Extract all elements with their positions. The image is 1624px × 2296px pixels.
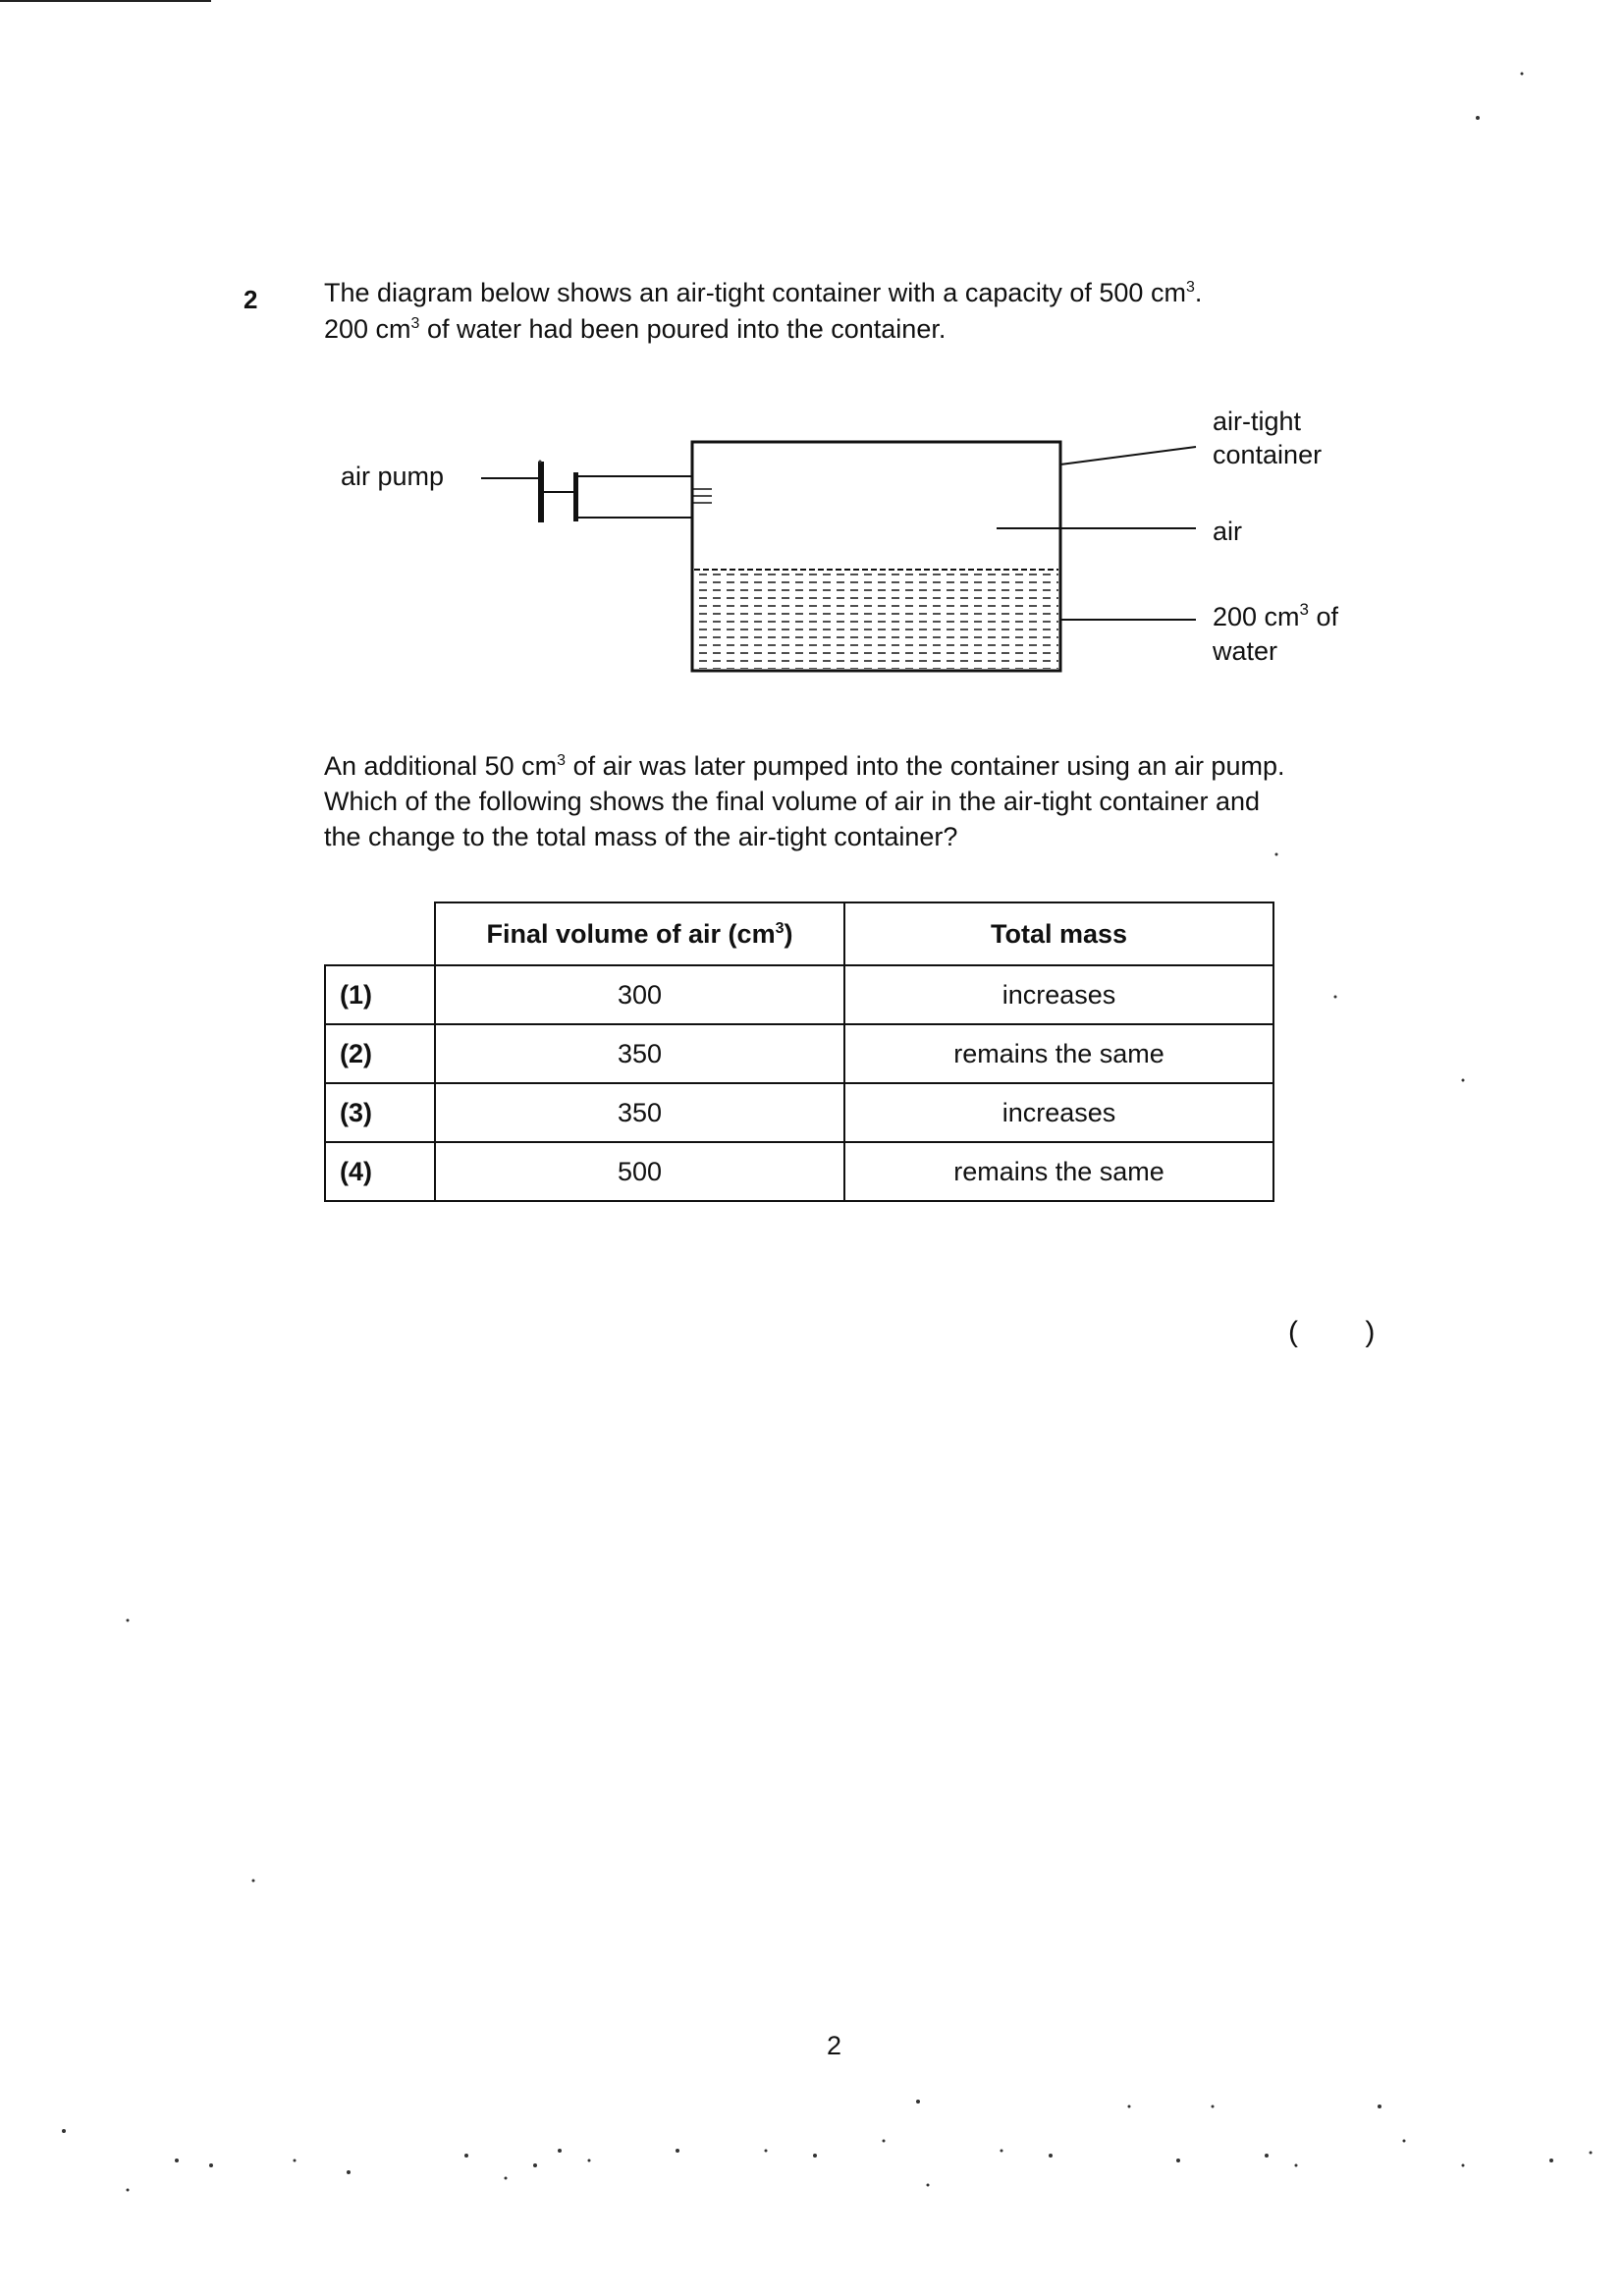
label-water: water — [1213, 636, 1278, 666]
container-diagram — [314, 398, 1394, 692]
stem-line-1: An additional 50 $cm^3$ of air was later pumped into the container using an air pump. — [324, 751, 1285, 781]
label-water-volume: 200 $cm^3$ of — [1213, 600, 1339, 631]
answer-bracket[interactable]: ( ) — [1288, 1316, 1376, 1348]
question-number: 2 — [244, 285, 258, 314]
label-container: container — [1213, 440, 1323, 469]
table-row[interactable] — [325, 1142, 1273, 1201]
table-row[interactable] — [325, 1083, 1273, 1142]
top-rule — [0, 0, 211, 2]
table-row[interactable] — [325, 1024, 1273, 1083]
answer-table — [324, 902, 1274, 1202]
mass-cell: increases — [844, 1083, 1273, 1142]
question-stem — [324, 748, 1404, 854]
label-airtight: air-tight — [1213, 407, 1302, 436]
volume-cell: 500 — [435, 1142, 844, 1201]
intro-line-1: The diagram below shows an air-tight container with a capacity of 500 $cm^3$. — [324, 278, 1203, 307]
option-label[interactable]: (4) — [325, 1142, 435, 1201]
stem-line-3: the change to the total mass of the air-tight container? — [324, 822, 958, 851]
option-label[interactable]: (2) — [325, 1024, 435, 1083]
question-intro — [324, 275, 1355, 348]
option-label[interactable]: (3) — [325, 1083, 435, 1142]
water-region — [694, 570, 1058, 669]
air-pump — [481, 462, 712, 522]
volume-cell: 350 — [435, 1083, 844, 1142]
option-label[interactable]: (1) — [325, 965, 435, 1024]
header-mass: Total mass — [844, 902, 1273, 965]
header-blank — [325, 902, 435, 965]
label-air-pump: air pump — [341, 462, 445, 491]
volume-cell: 350 — [435, 1024, 844, 1083]
stem-line-2: Which of the following shows the final volume of air in the air-tight container and — [324, 787, 1261, 816]
header-volume: Final volume of air $(cm^3)$ — [435, 902, 844, 965]
mass-cell: remains the same — [844, 1024, 1273, 1083]
mass-cell: increases — [844, 965, 1273, 1024]
table-header-row — [325, 902, 1273, 965]
label-air: air — [1213, 517, 1243, 546]
intro-line-2: 200 $cm^3$ of water had been poured into the container. — [324, 314, 947, 344]
table-row[interactable] — [325, 965, 1273, 1024]
mass-cell: remains the same — [844, 1142, 1273, 1201]
page-number: 2 — [827, 2031, 842, 2060]
volume-cell: 300 — [435, 965, 844, 1024]
